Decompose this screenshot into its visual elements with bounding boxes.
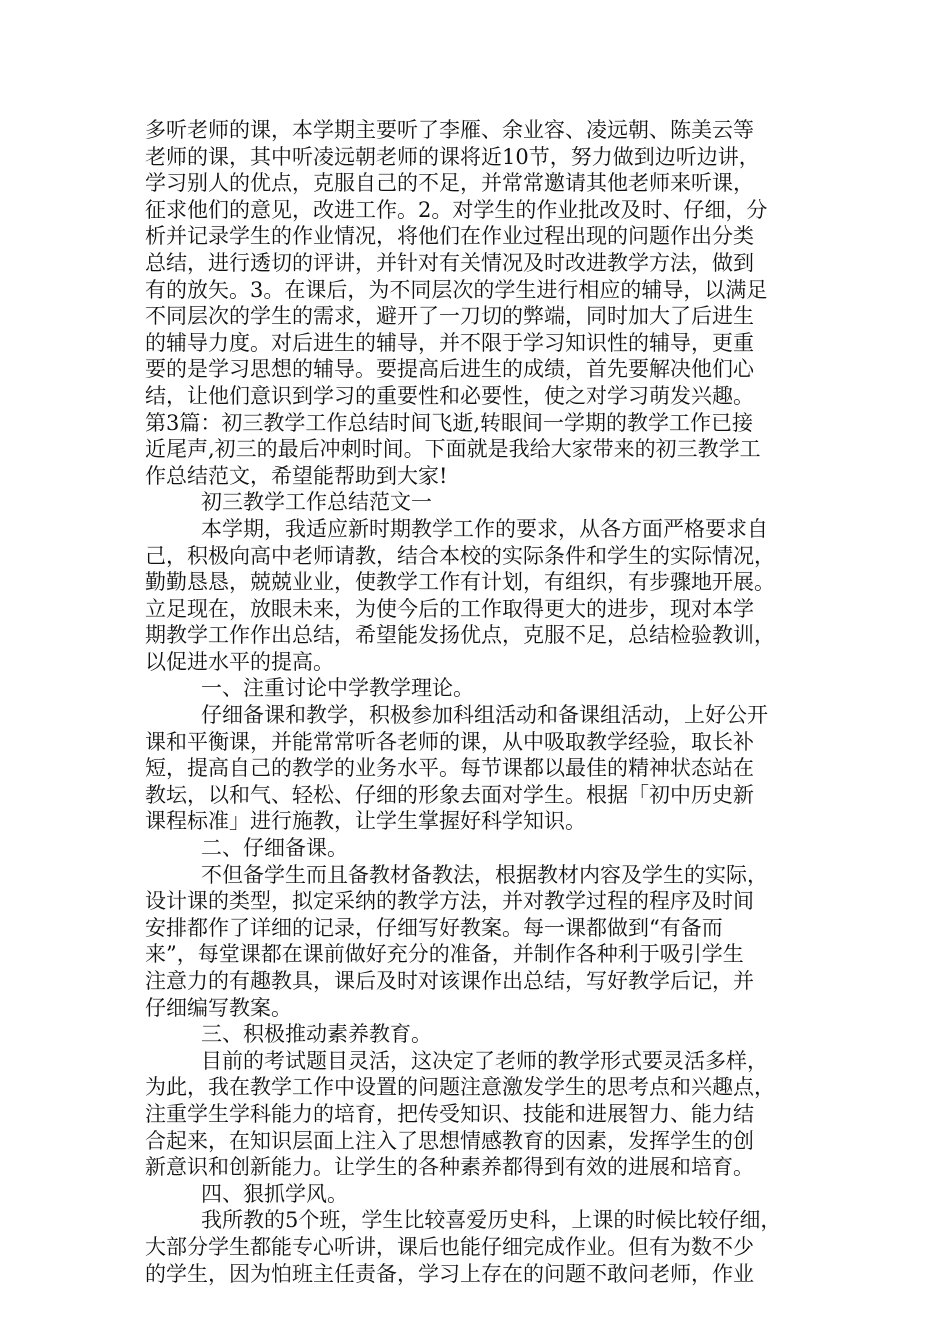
text-line: 立足现在，放眼未来，为使今后的工作取得更大的进步，现对本学 [145,596,754,621]
text-line: 老师的课，其中听凌远朝老师的课将近10节，努力做到边听边讲， [145,144,760,169]
text-line: 第3篇：初三教学工作总结时间飞逝,转眼间一学期的教学工作已接 [145,410,754,435]
text-line: 设计课的类型，拟定采纳的教学方法，并对教学过程的程序及时间 [145,889,754,914]
text-line: 教坛，以和气、轻松、仔细的形象去面对学生。根据「初中历史新 [145,782,754,807]
text-line: 要的是学习思想的辅导。要提高后进生的成绩，首先要解决他们心 [145,357,754,382]
text-line: 仔细编写教案。 [145,995,292,1020]
text-line: 为此，我在教学工作中设置的问题注意激发学生的思考点和兴趣点， [145,1075,775,1100]
text-line: 以促进水平的提高。 [145,649,334,674]
text-line: 征求他们的意见，改进工作。2。对学生的作业批改及时、仔细，分 [145,197,768,222]
text-line: 新意识和创新能力。让学生的各种素养都得到有效的进展和培育。 [145,1155,754,1180]
text-line: 的辅导力度。对后进生的辅导，并不限于学习知识性的辅导，更重 [145,330,754,355]
text-line: 结，让他们意识到学习的重要性和必要性，使之对学习萌发兴趣。 [145,383,754,408]
text-line: 目前的考试题目灵活，这决定了老师的教学形式要灵活多样， [201,1048,768,1073]
text-line: 大部分学生都能专心听讲，课后也能仔细完成作业。但有为数不少 [145,1234,754,1259]
text-line: 来”，每堂课都在课前做好充分的准备，并制作各种利于吸引学生 [145,942,744,967]
text-line: 析并记录学生的作业情况，将他们在作业过程出现的问题作出分类 [145,224,754,249]
text-line: 多听老师的课，本学期主要听了李雁、余业容、凌远朝、陈美云等 [145,118,754,142]
document-body [145,117,825,1287]
text-line: 近尾声,初三的最后冲刺时间。下面就是我给大家带来的初三教学工 [145,437,761,462]
text-line: 四、狠抓学风。 [201,1181,348,1206]
text-line: 初三教学工作总结范文一 [201,490,432,515]
text-line: 我所教的5个班，学生比较喜爱历史科，上课的时候比较仔细， [201,1208,782,1233]
text-line: 合起来，在知识层面上注入了思想情感教育的因素，发挥学生的创 [145,1128,754,1153]
text-line: 有的放矢。3。在课后，为不同层次的学生进行相应的辅导，以满足 [145,277,768,302]
text-line: 仔细备课和教学，积极参加科组活动和备课组活动，上好公开 [201,703,768,728]
text-line: 三、积极推动素养教育。 [201,1022,432,1047]
text-line: 二、仔细备课。 [201,836,348,861]
text-line: 不但备学生而且备教材备教法，根据教材内容及学生的实际， [201,862,768,887]
text-line: 短，提高自己的教学的业务水平。每节课都以最佳的精神状态站在 [145,756,754,781]
text-line: 学习别人的优点，克服自己的不足，并常常邀请其他老师来听课， [145,171,754,196]
text-line: 不同层次的学生的需求，避开了一刀切的弊端，同时加大了后进生 [145,304,754,329]
text-line: 总结，进行透切的评讲，并针对有关情况及时改进教学方法，做到 [145,250,754,275]
text-line: 的学生，因为怕班主任责备，学习上存在的问题不敢问老师，作业 [145,1261,754,1286]
text-line: 安排都作了详细的记录，仔细写好教案。每一课都做到“有备而 [145,915,723,940]
text-line: 本学期，我适应新时期教学工作的要求，从各方面严格要求自 [201,516,768,541]
text-line: 勤勤恳恳，兢兢业业，使教学工作有计划，有组织，有步骤地开展。 [145,570,775,595]
text-line: 课和平衡课，并能常常听各老师的课，从中吸取教学经验，取长补 [145,729,754,754]
text-line: 作总结范文，希望能帮助到大家! [145,463,448,488]
text-line: 一、注重讨论中学教学理论。 [201,676,474,701]
text-line: 课程标准」进行施教，让学生掌握好科学知识。 [145,809,586,834]
text-line: 己，积极向高中老师请教，结合本校的实际条件和学生的实际情况， [145,543,775,568]
text-line: 注意力的有趣教具，课后及时对该课作出总结，写好教学后记，并 [145,969,754,993]
text-line: 注重学生学科能力的培育，把传受知识、技能和进展智力、能力结 [145,1101,754,1126]
text-line: 期教学工作作出总结，希望能发扬优点，克服不足，总结检验教训， [145,623,775,648]
